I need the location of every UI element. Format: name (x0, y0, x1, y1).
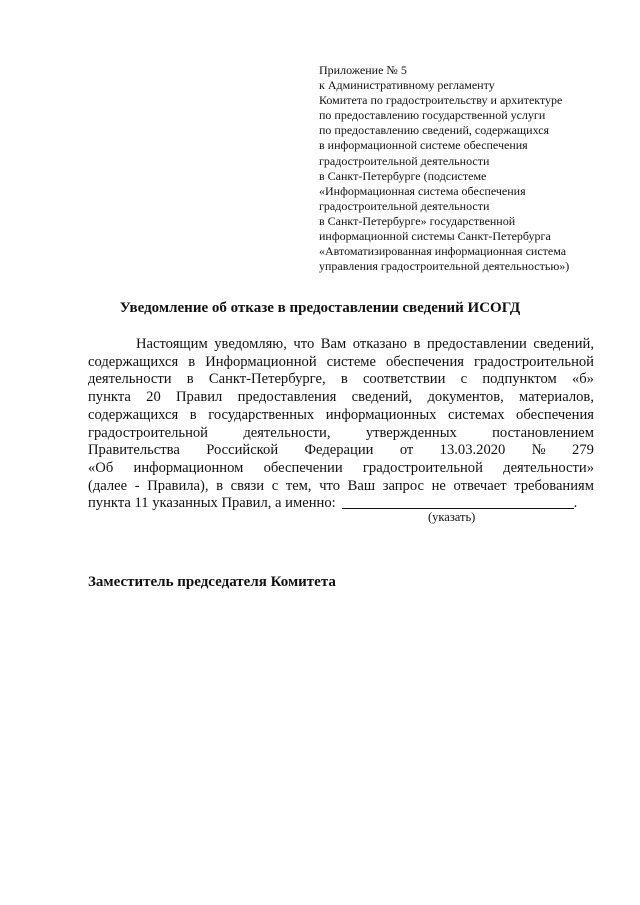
body-word: постановлением (492, 424, 594, 441)
appendix-line: «Информационная система обеспечения (319, 183, 526, 198)
appendix-line: к Административному регламенту (319, 78, 495, 93)
body-word: связи (230, 477, 265, 494)
body-word: информационном (133, 459, 244, 476)
body-word: градостроительной (88, 424, 208, 441)
body-word: с (460, 371, 468, 388)
appendix-line: управления градостроительной деятельностью») (319, 259, 570, 274)
body-last-line-end: . (573, 495, 578, 512)
body-word: сведений, (533, 336, 594, 352)
body-word: документов, (427, 389, 504, 406)
body-word: что (293, 336, 315, 352)
body-word: государственных (208, 406, 315, 423)
body-word: в (186, 371, 194, 388)
body-word: градостроительной (362, 459, 483, 476)
body-line (88, 389, 594, 407)
body-line (88, 407, 594, 425)
reason-blank-field[interactable] (342, 495, 574, 509)
appendix-line: в информационной системе обеспечения (319, 138, 528, 153)
appendix-line: в Санкт-Петербурге» государственной (319, 213, 516, 228)
body-word: системе (326, 353, 377, 370)
body-word: Российской (206, 442, 279, 459)
body-word: сведений, (351, 389, 413, 406)
body-line (88, 371, 594, 389)
body-line (88, 336, 594, 354)
body-word: (далее (88, 477, 128, 494)
body-word: в (413, 336, 421, 352)
body-word: Информационной (205, 353, 317, 370)
notice-body (88, 336, 594, 513)
body-word: Правил (176, 389, 223, 406)
appendix-line: градостроительной деятельности (319, 153, 490, 168)
body-word: требованиям (514, 477, 594, 494)
body-word: 13.03.2020 (439, 442, 506, 459)
body-line (88, 354, 594, 372)
body-line (88, 478, 594, 496)
body-word: 279 (572, 442, 594, 459)
body-last-line-text: пункта 11 указанных Правил, а именно: (88, 495, 336, 512)
body-word: предоставлении (426, 336, 527, 352)
appendix-line: «Автоматизированная информационная система (319, 244, 567, 259)
body-word: - (134, 477, 140, 494)
body-word: отказано (352, 336, 407, 352)
body-word: обеспечения (516, 406, 594, 423)
body-word: деятельности, (243, 424, 331, 441)
body-word: с (271, 477, 279, 494)
body-word: от (399, 442, 414, 459)
body-word: отвечает (453, 477, 507, 494)
body-word: материалов, (519, 389, 594, 406)
body-word: 20 (146, 389, 161, 406)
document-title: Уведомление об отказе в предоставлении сведений ИСОГД (119, 300, 521, 316)
body-word: содержащихся (88, 406, 179, 423)
body-word: Ваш (347, 477, 376, 494)
body-word: Санкт-Петербурге, (208, 371, 326, 388)
body-line-last (88, 495, 594, 513)
body-word: Федерации (304, 442, 374, 459)
body-line (88, 425, 594, 443)
appendix-line: в Санкт-Петербурге (подсистеме (319, 168, 487, 183)
body-word: утвержденных (365, 424, 457, 441)
body-word: Вам (320, 336, 347, 352)
body-word: градостроительной (474, 353, 594, 370)
body-word: предоставления (237, 389, 337, 406)
body-word: не (431, 477, 446, 494)
body-word: в (188, 353, 196, 370)
body-word: деятельности» (503, 459, 594, 476)
appendix-line: по предоставлению сведений, содержащихся (319, 123, 550, 138)
appendix-line: по предоставлению государственной услуги (319, 108, 546, 123)
appendix-line: Комитета по градостроительству и архитектуре (319, 93, 563, 108)
body-word: Правила), (147, 477, 209, 494)
signature-title: Заместитель председателя Комитета (88, 574, 336, 590)
body-word: уведомляю, (214, 336, 287, 352)
appendix-line: градостроительной деятельности (319, 198, 490, 213)
body-word: деятельности (88, 371, 172, 388)
body-word: системах (447, 406, 505, 423)
appendix-header (319, 63, 619, 274)
body-word: тем, (285, 477, 312, 494)
body-word: соответствии (362, 371, 446, 388)
body-line (88, 442, 594, 460)
body-word: запрос (382, 477, 424, 494)
body-word: пункта (88, 389, 131, 406)
body-word: «б» (571, 371, 594, 388)
body-word: что (319, 477, 341, 494)
body-word: Правительства (88, 442, 180, 459)
body-word: «Об (88, 459, 114, 476)
body-word: информационных (325, 406, 437, 423)
body-word: Настоящим (136, 336, 208, 352)
body-word: обеспечении (263, 459, 343, 476)
body-word: в (216, 477, 224, 494)
body-word: в (340, 371, 348, 388)
body-line (88, 460, 594, 478)
body-word: содержащихся (88, 353, 179, 370)
body-word: обеспечения (386, 353, 464, 370)
body-word: подпунктом (482, 371, 557, 388)
appendix-line: Приложение № 5 (319, 63, 407, 77)
appendix-line: информационной системы Санкт-Петербурга (319, 229, 551, 244)
reason-hint: (указать) (428, 510, 476, 524)
body-word: в (189, 406, 197, 423)
body-word: № (531, 442, 546, 459)
